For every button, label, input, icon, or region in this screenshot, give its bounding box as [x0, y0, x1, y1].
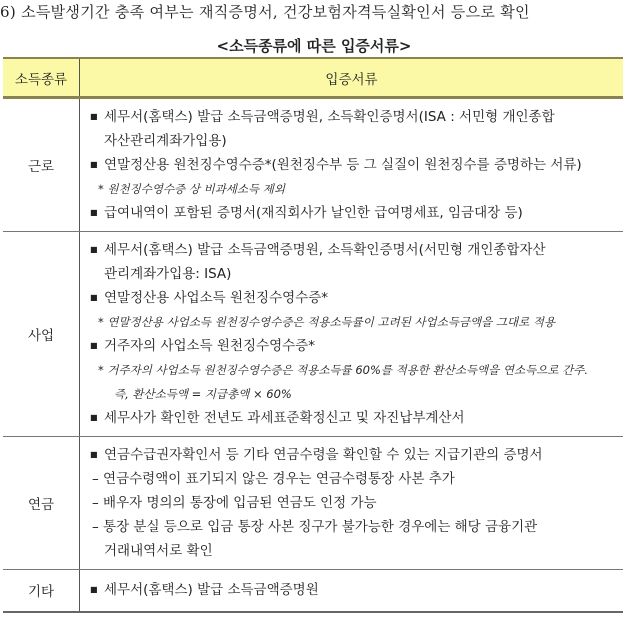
list-item: – 배우자 명의의 통장에 입금된 연금도 인정 가능: [92, 495, 377, 511]
documents-cell: [80, 98, 624, 232]
bullet-item: ■ 세무사가 확인한 전년도 과세표준확정신고 및 자진납부계산서: [90, 406, 617, 430]
intro-text: 6) 소득발생기간 충족 여부는 재직증명서, 건강보험자격득실확인서 등으로 확인: [0, 3, 530, 21]
table-row: [3, 570, 623, 612]
documents-cell: [80, 437, 624, 570]
income-type-cell: 근로: [3, 98, 80, 232]
bullet-item: ■ 급여내역이 포함된 증명서(재직회사가 날인한 급여명세표, 임금대장 등): [90, 201, 617, 225]
bullet-item: ■ 거주자의 사업소득 원천징수영수증*: [90, 334, 617, 358]
footnote: 즉, 환산소득액 = 지급총액 × 60%: [114, 387, 292, 401]
evidence-documents-table: [3, 57, 623, 613]
bullet-item: ■ 연말정산용 사업소득 원천징수영수증*: [90, 286, 617, 310]
list-item: 거래내역서로 확인: [104, 543, 213, 559]
bullet-item: ■ 세무서(홈택스) 발급 소득금액증명원, 소득확인증명서(ISA : 서민형 개인종합: [90, 105, 617, 129]
income-type-cell: 사업: [3, 232, 80, 437]
header-documents: 입증서류: [80, 58, 624, 98]
table-caption: <소득종류에 따른 입증서류>: [216, 37, 412, 55]
bullet-item: ■ 세무서(홈택스) 발급 소득금액증명원: [90, 578, 617, 602]
footnote: * 연말정산용 사업소득 원천징수영수증은 적용소득률이 고려된 사업소득금액을 그대로 적용: [98, 315, 556, 329]
table-row: [3, 98, 623, 232]
list-item: – 통장 분실 등으로 입금 통장 사본 징구가 불가능한 경우에는 해당 금융기관: [92, 519, 538, 535]
list-item: – 연금수령액이 표기되지 않은 경우는 연금수령통장 사본 추가: [92, 471, 455, 487]
documents-cell: [80, 570, 624, 612]
list-item: 관리계좌가입용: ISA): [104, 266, 232, 282]
footnote: * 원천징수영수증 상 비과세소득 제외: [98, 182, 286, 196]
list-item: 자산관리계좌가입용): [104, 133, 227, 149]
table-row: [3, 437, 623, 570]
income-type-cell: 연금: [3, 437, 80, 570]
bullet-item: ■ 연금수급권자확인서 등 기타 연금수령을 확인할 수 있는 지급기관의 증명서: [90, 443, 617, 467]
income-type-cell: 기타: [3, 570, 80, 612]
documents-cell: [80, 232, 624, 437]
table-header-row: [3, 58, 623, 98]
bullet-item: ■ 연말정산용 원천징수영수증*(원천징수부 등 그 실질이 원천징수를 증명하는 서류): [90, 153, 617, 177]
header-income-type: 소득종류: [3, 58, 80, 98]
table-row: [3, 232, 623, 437]
footnote: * 거주자의 사업소득 원천징수영수증은 적용소득률 60%를 적용한 환산소득액을 연소득으로 간주.: [98, 363, 589, 377]
bullet-item: ■ 세무서(홈택스) 발급 소득금액증명원, 소득확인증명서(서민형 개인종합자산: [90, 238, 617, 262]
